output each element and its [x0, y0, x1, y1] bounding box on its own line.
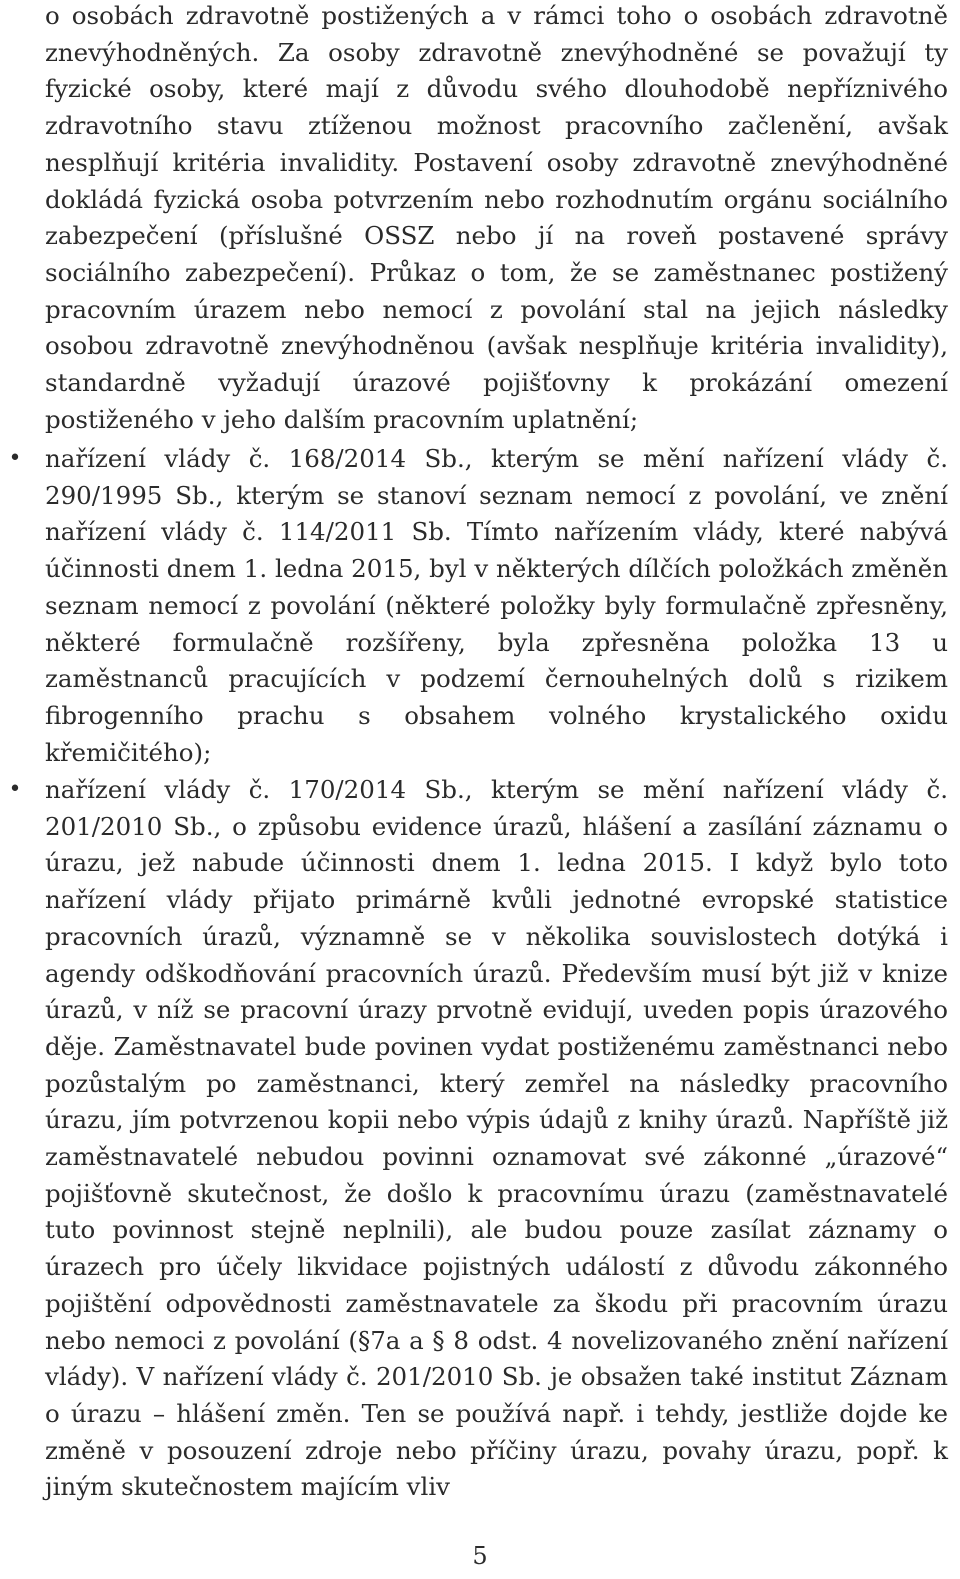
page-number: 5: [472, 1542, 488, 1570]
intro-paragraph: o osobách zdravotně postižených a v rámci toho o osobách zdravotně znevýhodněných. Za osoby zdravotně znevýhodněné se považují ty fyzické osoby, které mají z důvodu svého dlouhodobě nepříznivého zdravotního stavu ztíženou možnost pracovního začlenění, avšak nesplňují kritéria invalidity. Postavení osoby zdravotně znevýhodněné dokládá fyzická osoba potvrzením nebo rozhodnutím orgánu sociálního zabezpečení (příslušné OSSZ nebo jí na roveň postavené správy sociálního zabezpečení). Průkaz o tom, že se zaměstnanec postižený pracovním úrazem nebo nemocí z povolání stal na jejich následky osobou zdravotně znevýhodněnou (avšak nesplňuje kritéria invalidity), standardně vyžadují úrazové pojišťovny k prokázání omezení postiženého v jeho dalším pracovním uplatnění;: [45, 1, 948, 434]
list-item: [8, 441, 948, 771]
bullet-icon: •: [8, 777, 22, 802]
bullet-icon: •: [8, 446, 22, 471]
list-item-text: nařízení vlády č. 170/2014 Sb., kterým se mění nařízení vlády č. 201/2010 Sb., o způsobu evidence úrazů, hlášení a zasílání záznamu o úrazu, jež nabude účinnosti dnem 1. ledna 2015. I když bylo toto nařízení vlády přijato primárně kvůli jednotné evropské statistice pracovních úrazů, významně se v několika souvislostech dotýká i agendy odškodňování pracovních úrazů. Především musí být již v knize úrazů, v níž se pracovní úrazy prvotně evidují, uveden popis úrazového děje. Zaměstnavatel bude povinen vydat postiženému zaměstnanci nebo pozůstalým po zaměstnanci, který zemřel na následky pracovního úrazu, jím potvrzenou kopii nebo výpis údajů z knihy úrazů. Napříště již zaměstnavatelé nebudou povinni oznamovat své zákonné „úrazové“ pojišťovně skutečnost, že došlo k pracovnímu úrazu (zaměstnavatelé tuto povinnost stejně neplnili), ale budou pouze zasílat záznamy o úrazech pro účely likvidace pojistných událostí z důvodu zákonného pojištění odpovědnosti zaměstnavatele za škodu při pracovním úrazu nebo nemoci z povolání (§7a a § 8 odst. 4 novelizovaného znění nařízení vlády). V nařízení vlády č. 201/2010 Sb. je obsažen také institut Záznam o úrazu – hlášení změn. Ten se používá např. i tehdy, jestliže dojde ke změně v posouzení zdroje nebo příčiny úrazu, povahy úrazu, popř. k jiným skutečnostem majícím vliv: [45, 775, 948, 1502]
list-item: [8, 772, 948, 1506]
list-item-text: nařízení vlády č. 168/2014 Sb., kterým se mění nařízení vlády č. 290/1995 Sb., kterým se stanoví seznam nemocí z povolání, ve znění nařízení vlády č. 114/2011 Sb. Tímto nařízením vlády, které nabývá účinnosti dnem 1. ledna 2015, byl v některých dílčích položkách změněn seznam nemocí z povolání (některé položky byly formulačně zpřesněny, některé formulačně rozšířeny, byla zpřesněna položka 13 u zaměstnanců pracujících v podzemí černouhelných dolů s rizikem fibrogenního prachu s obsahem volného krystalického oxidu křemičitého);: [45, 444, 948, 767]
